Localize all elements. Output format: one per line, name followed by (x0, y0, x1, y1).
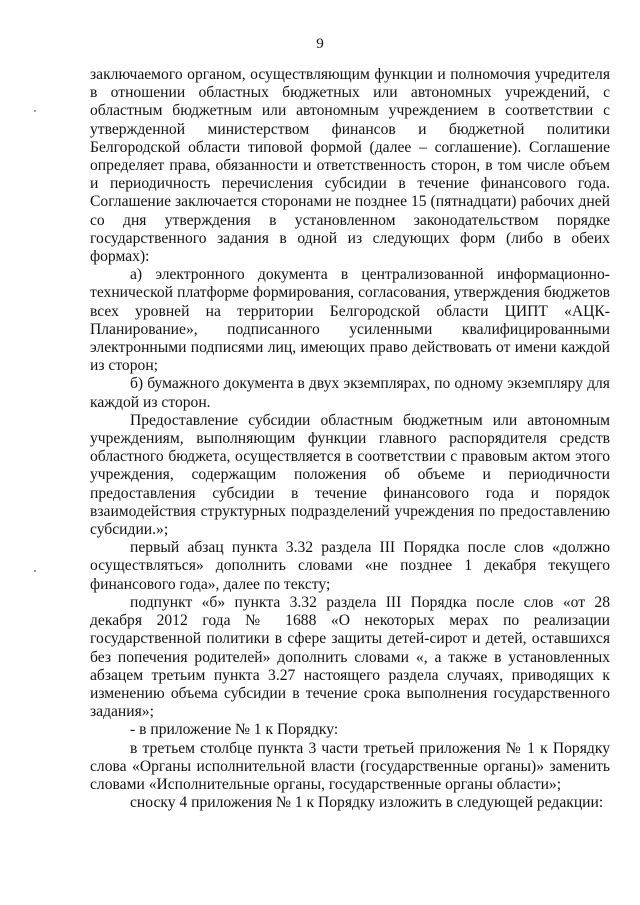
scan-artifact (34, 110, 36, 112)
paragraph-amendment-3-32-b: подпункт «б» пункта 3.32 раздела III Порядка после слов «от 28 декабря 2012 года № 1688 «О некоторых мерах по реализации государственной политики в сфере защиты детей-сирот и детей, оставшихся без попечения родителей» дополнить словами «, а также в установленных абзацем третьим пункта 3.27 настоящего раздела случаях, приводящих к изменению объема субсидии в течение срока выполнения государственного задания»; (90, 593, 610, 721)
paragraph-appendix-1: - в приложение № 1 к Порядку: (130, 721, 339, 739)
paragraph-amendment-3-32-first: первый абзац пункта 3.32 раздела III Порядка после слов «должно осуществляться» дополнить словами «не позднее 1 декабря текущего финансового года», далее по тексту; (90, 539, 610, 593)
paragraph-continuation: заключаемого органом, осуществляющим функции и полномочия учредителя в отношении областных бюджетных или автономных учреждений, с областным бюджетным или автономным учреждением в соответствии с утвержденной министерством финансов и бюджетной политики Белгородской области типовой формой (далее – соглашение). Соглашение определяет права, обязанности и ответственность сторон, в том числе объем и периодичность перечисления субсидии в течение финансового года. Соглашение заключается сторонами не позднее 15 (пятнадцати) рабочих дней со дня утверждения в установленном законодательством порядке государственного задания в одной из следующих форм (либо в обеих формах): (90, 66, 610, 266)
paragraph-subsidy: Предоставление субсидии областным бюджетным или автономным учреждениям, выполняющим функции главного распорядителя средств областного бюджета, осуществляется в соответствии с правовым актом этого учреждения, содержащим положения об объеме и периодичности предоставления субсидии в течение финансового года и порядок взаимодействия структурных подразделений учреждения по предоставлению субсидии.»; (90, 411, 610, 539)
paragraph-footnote-4: сноску 4 приложения № 1 к Порядку изложить в следующей редакции: (130, 794, 604, 812)
document-body (90, 66, 610, 812)
paragraph-option-a: а) электронного документа в централизованной информационно-технической платформе формирования, согласования, утверждения бюджетов всех уровней на территории Белгородской области ЦИПТ «АЦК-Планирование», подписанного усиленными квалифицированными электронными подписями лиц, имеющих право действовать от имени каждой из сторон; (90, 266, 610, 375)
paragraph-appendix-1-column: в третьем столбце пункта 3 части третьей приложения № 1 к Порядку слова «Органы исполнительной власти (государственные органы)» заменить словами «Исполнительные органы, государственные органы области»; (90, 739, 610, 793)
paragraph-option-b: б) бумажного документа в двух экземплярах, по одному экземпляру для каждой из сторон. (90, 375, 610, 411)
scan-artifact (34, 570, 36, 572)
page-number: 9 (316, 36, 324, 52)
